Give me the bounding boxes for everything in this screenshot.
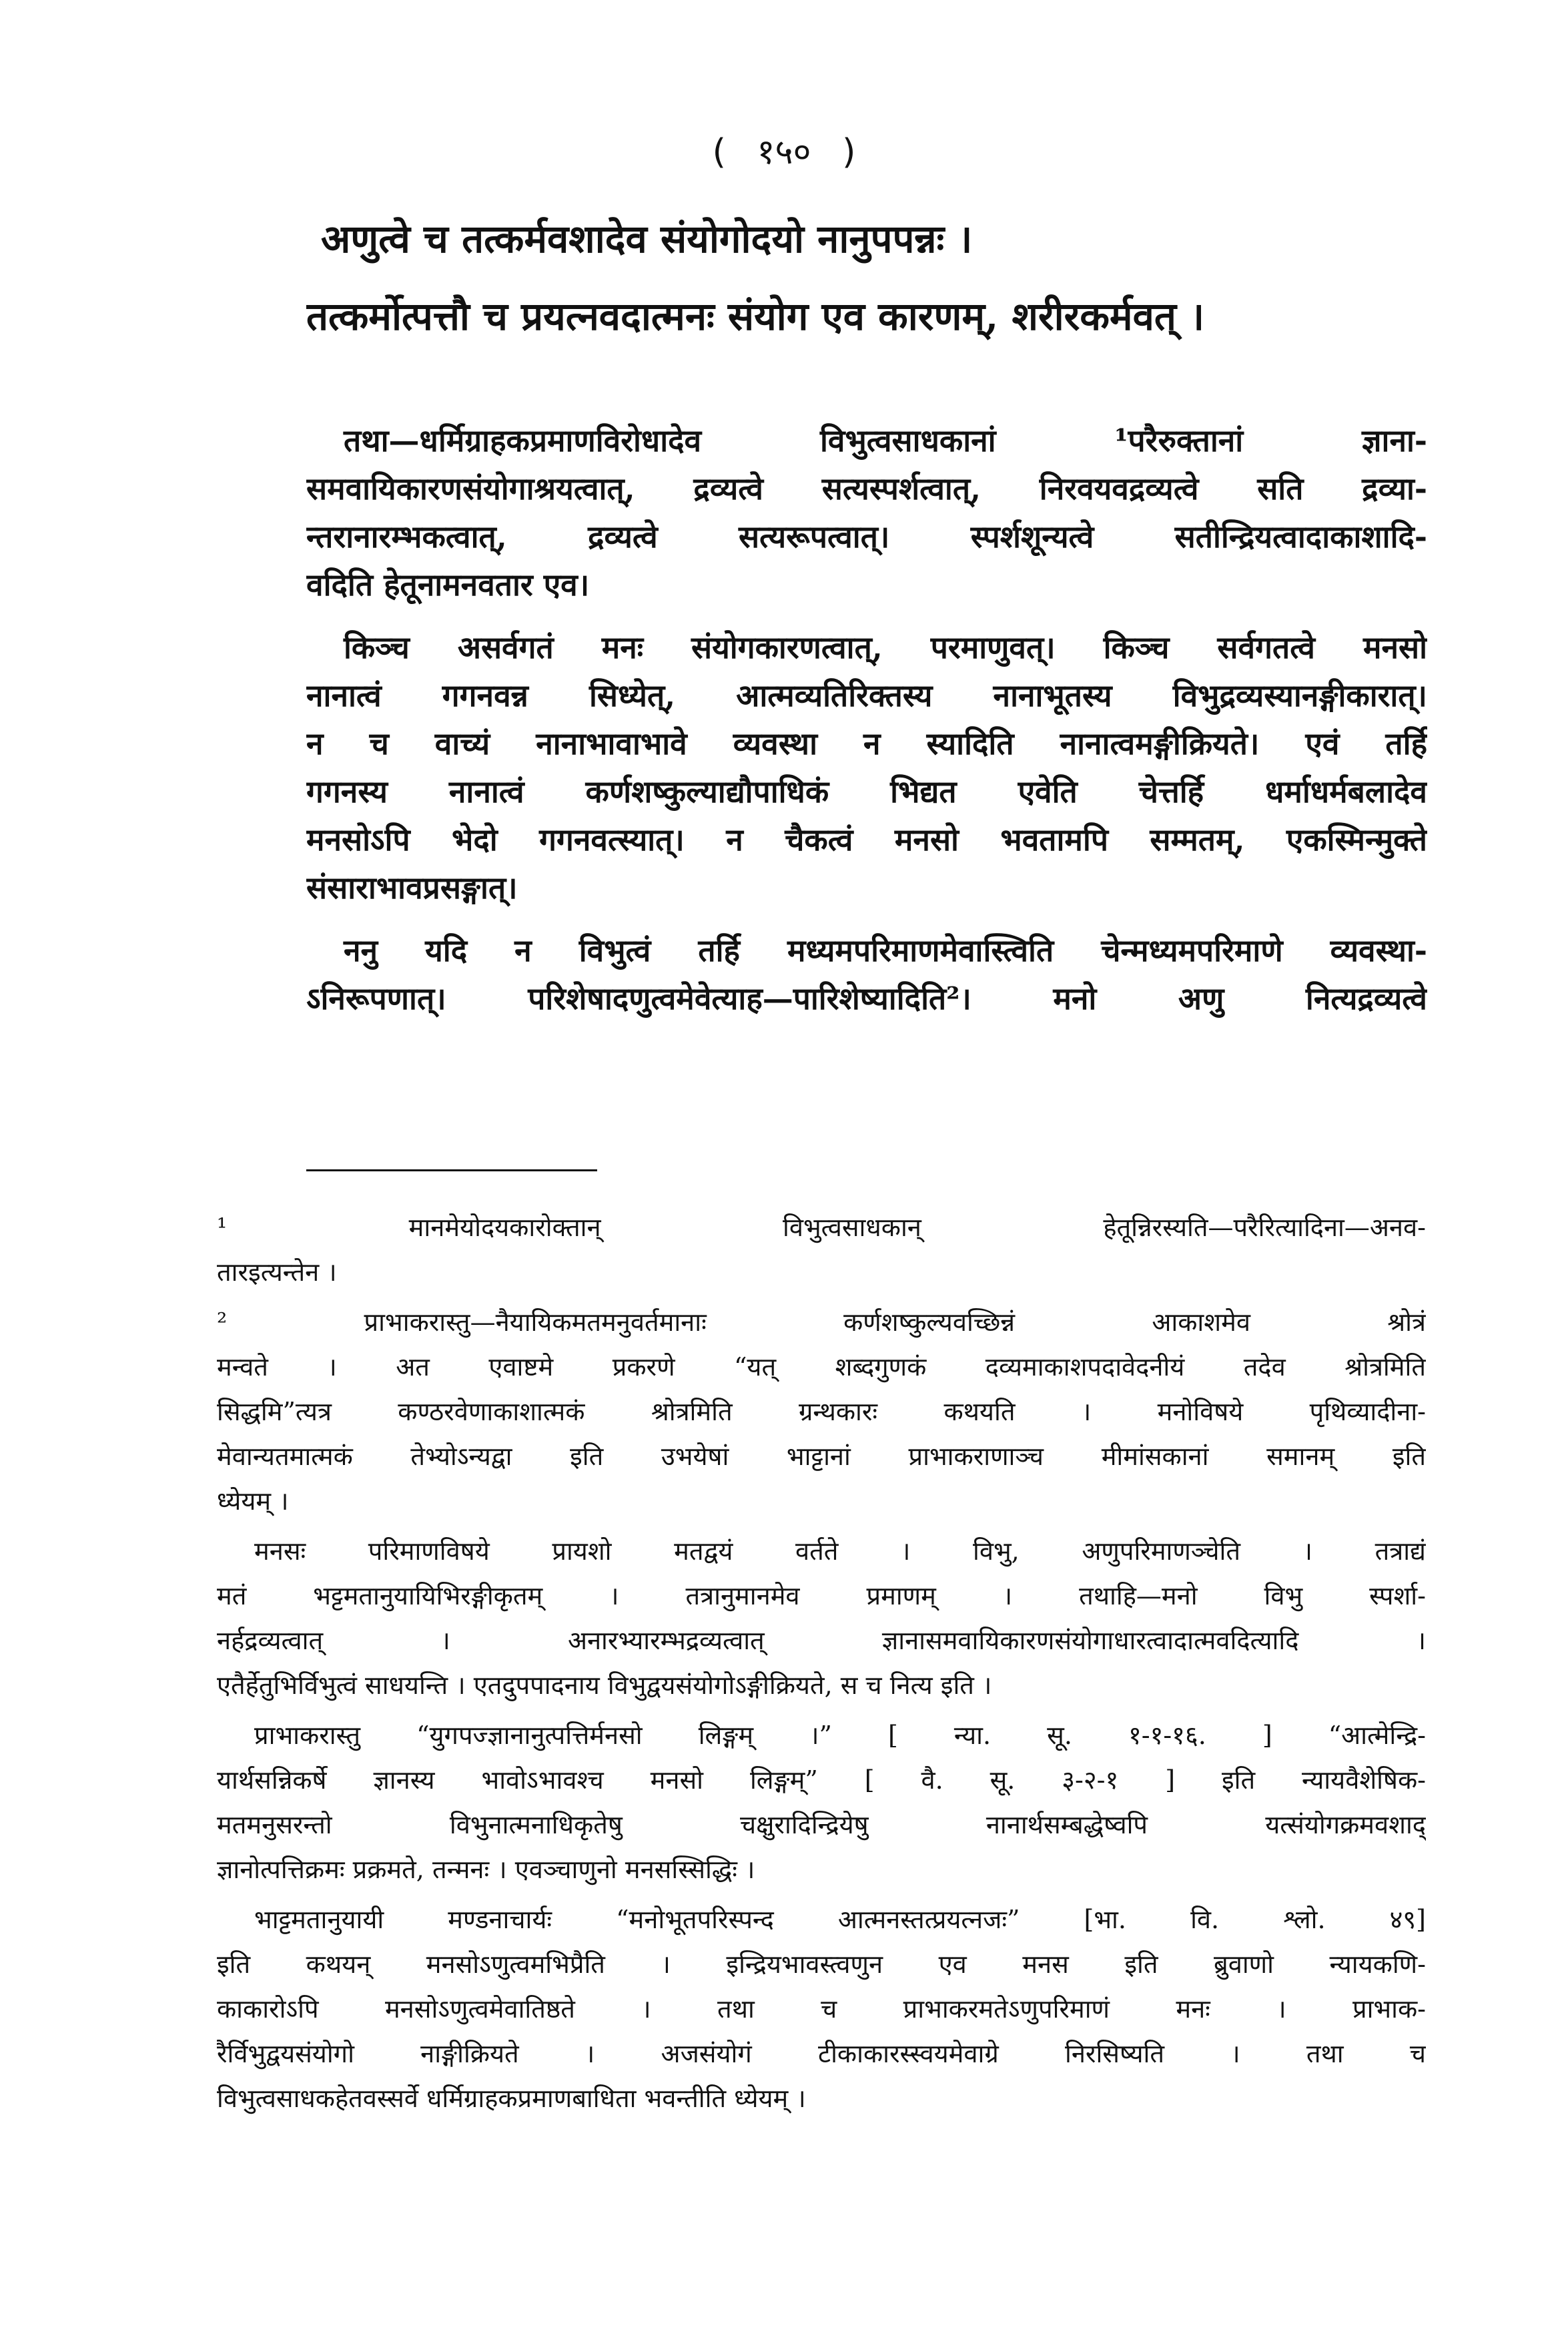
text-line: नानात्वं गगनवन्न सिध्येत्, आत्मव्यतिरिक्तस्य नानाभूतस्य विभुद्रव्यस्यानङ्गीकारात्। [306,677,1427,713]
text-line: किञ्च असर्वगतं मनः संयोगकारणत्वात्, परमाणुवत्। किञ्च सर्वगतत्वे मनसो [344,629,1427,665]
footnotes [217,1205,1426,2121]
text-line: ज्ञानोत्पत्तिक्रमः प्रक्रमते, तन्मनः । एवञ्चाणुनो मनसस्सिद्धिः । [217,1855,755,1884]
text-line: सिद्धमि”त्यत्र कण्ठरवेणाकाशात्मकं श्रोत्रमिति ग्रन्थकारः कथयति । मनोविषये पृथिव्यादीना- [217,1397,1426,1426]
text-line: ननु यदि न विभुत्वं तर्हि मध्यमपरिमाणमेवास्त्विति चेन्मध्यमपरिमाणे व्यवस्था- [344,932,1427,968]
text-line: मन्वते । अत एवाष्टमे प्रकरणे “यत् शब्दगुणकं दव्यमाकाशपदावेदनीयं तदेव श्रोत्रमिति [217,1352,1426,1382]
text-line: मेवान्यतमात्मकं तेभ्योऽन्यद्वा इति उभयेषां भाट्टानां प्राभाकराणाञ्च मीमांसकानां समानम् इति [217,1442,1426,1471]
text-line: न्तरानारम्भकत्वात्, द्रव्यत्वे सत्यरूपत्वात्। स्पर्शशून्यत्वे सतीन्द्रियत्वादाकाशादि- [306,519,1427,555]
sutra-line: अणुत्वे च तत्कर्मवशादेव संयोगोदयो नानुपपन्नः । [321,216,973,262]
text-line: काकारोऽपि मनसोऽणुत्वमेवातिष्ठते । तथा च प्राभाकरमतेऽणुपरिमाणं मनः । प्राभाक- [217,1994,1426,2024]
text-line: प्राभाकरास्तु “युगपज्ज्ञानानुत्पत्तिर्मनसो लिङ्गम् ।” [ न्या. सू. १-१-१६. ] “आत्मेन्द्रि- [254,1721,1426,1750]
page-number: ( १५० ) [712,132,856,172]
text-line: नर्हद्रव्यत्वात् । अनारभ्यारम्भद्रव्यत्वात् ज्ञानासमवायिकारणसंयोगाधारत्वादात्मवदित्यादि । [217,1626,1426,1655]
text-line: ध्येयम् । [217,1486,289,1516]
text-line: भाट्टमतानुयायी मण्डनाचार्यः “मनोभूतपरिस्पन्द आत्मनस्तत्प्रयत्नजः” [भा. वि. श्लो. ४९] [254,1905,1426,1934]
text-line: ² प्राभाकरास्तु—नैयायिकमतमनुवर्तमानाः कर्णशष्कुल्यवच्छिन्नं आकाशमेव श्रोत्रं [217,1307,1426,1337]
footnote-paragraph [217,1713,1426,1892]
text-line: समवायिकारणसंयोगाश्रयत्वात्, द्रव्यत्वे सत्यस्पर्शत्वात्, निरवयवद्रव्यत्वे सति द्रव्या- [306,471,1427,507]
paragraph [306,623,1427,912]
sutra-block [306,200,1427,355]
text-line: गगनस्य नानात्वं कर्णशष्कुल्याद्यौपाधिकं भिद्यत एवेति चेत्तर्हि धर्माधर्मबलादेव [306,774,1427,810]
text-line: विभुत्वसाधकहेतवस्सर्वे धर्मिग्राहकप्रमाणबाधिता भवन्तीति ध्येयम् । [217,2084,806,2113]
footnote-divider [306,1169,597,1171]
text-line: तारइत्यन्तेन । [217,1257,337,1287]
footnote-paragraph [217,1897,1426,2121]
text-line: मनसोऽपि भेदो गगनवत्स्यात्। न चैकत्वं मनसो भवतामपि सम्मतम्, एकस्मिन्मुक्ते [306,822,1427,858]
text-line: यार्थसन्निकर्षे ज्ञानस्य भावोऽभावश्च मनसो लिङ्गम्” [ वै. सू. ३-२-१ ] इति न्यायवैशेषिक- [217,1765,1426,1795]
text-line: ¹ मानमेयोदयकारोक्तान् विभुत्वसाधकान् हेतून्निरस्यति—परैरित्यादिना—अनव- [217,1213,1426,1242]
commentary-body [306,416,1427,1023]
text-line: वदिति हेतूनामनवतार एव। [306,567,590,603]
text-line: एतैर्हेतुभिर्विभुत्वं साधयन्ति । एतदुपपादनाय विभुद्वयसंयोगोऽङ्गीक्रियते, स च नित्य इति । [217,1671,992,1700]
text-line: ऽनिरूपणात्। परिशेषादणुत्वमेवेत्याह—पारिशेष्यादिति²। मनो अणु नित्यद्रव्यत्वे [306,980,1427,1016]
text-line: न च वाच्यं नानाभावाभावे व्यवस्था न स्यादिति नानात्वमङ्गीक्रियते। एवं तर्हि [306,725,1427,762]
paragraph [306,416,1427,609]
footnote-paragraph [217,1300,1426,1524]
text-line: मनसः परिमाणविषये प्रायशो मतद्वयं वर्तते । विभु, अणुपरिमाणञ्चेति । तत्राद्यं [254,1536,1426,1566]
footnote-paragraph [217,1529,1426,1708]
paragraph [306,926,1427,1023]
text-line: मतं भट्टमतानुयायिभिरङ्गीकृतम् । तत्रानुमानमेव प्रमाणम् । तथाहि—मनो विभु स्पर्शा- [217,1581,1426,1611]
text-line: रैर्विभुद्वयसंयोगो नाङ्गीक्रियते । अजसंयोगं टीकाकारस्स्वयमेवाग्रे निरसिष्यति । तथा च [217,2039,1426,2068]
text-line: मतमनुसरन्तो विभुनात्मनाधिकृतेषु चक्षुरादिन्द्रियेषु नानार्थसम्बद्धेष्वपि यत्संयोगक्रमवशाद् [217,1810,1426,1839]
text-line: तथा—धर्मिग्राहकप्रमाणविरोधादेव विभुत्वसाधकानां ¹परैरुक्तानां ज्ञाना- [344,422,1427,459]
text-line: संसाराभावप्रसङ्गात्। [306,870,518,906]
sutra-line: तत्कर्मोत्पत्तौ च प्रयत्नवदात्मनः संयोग एव कारणम्, शरीरकर्मवत् । [306,294,1205,339]
footnote-paragraph [217,1205,1426,1295]
text-line: इति कथयन् मनसोऽणुत्वमभिप्रैति । इन्द्रियभावस्त्वणुन एव मनस इति ब्रुवाणो न्यायकणि- [217,1950,1426,1979]
